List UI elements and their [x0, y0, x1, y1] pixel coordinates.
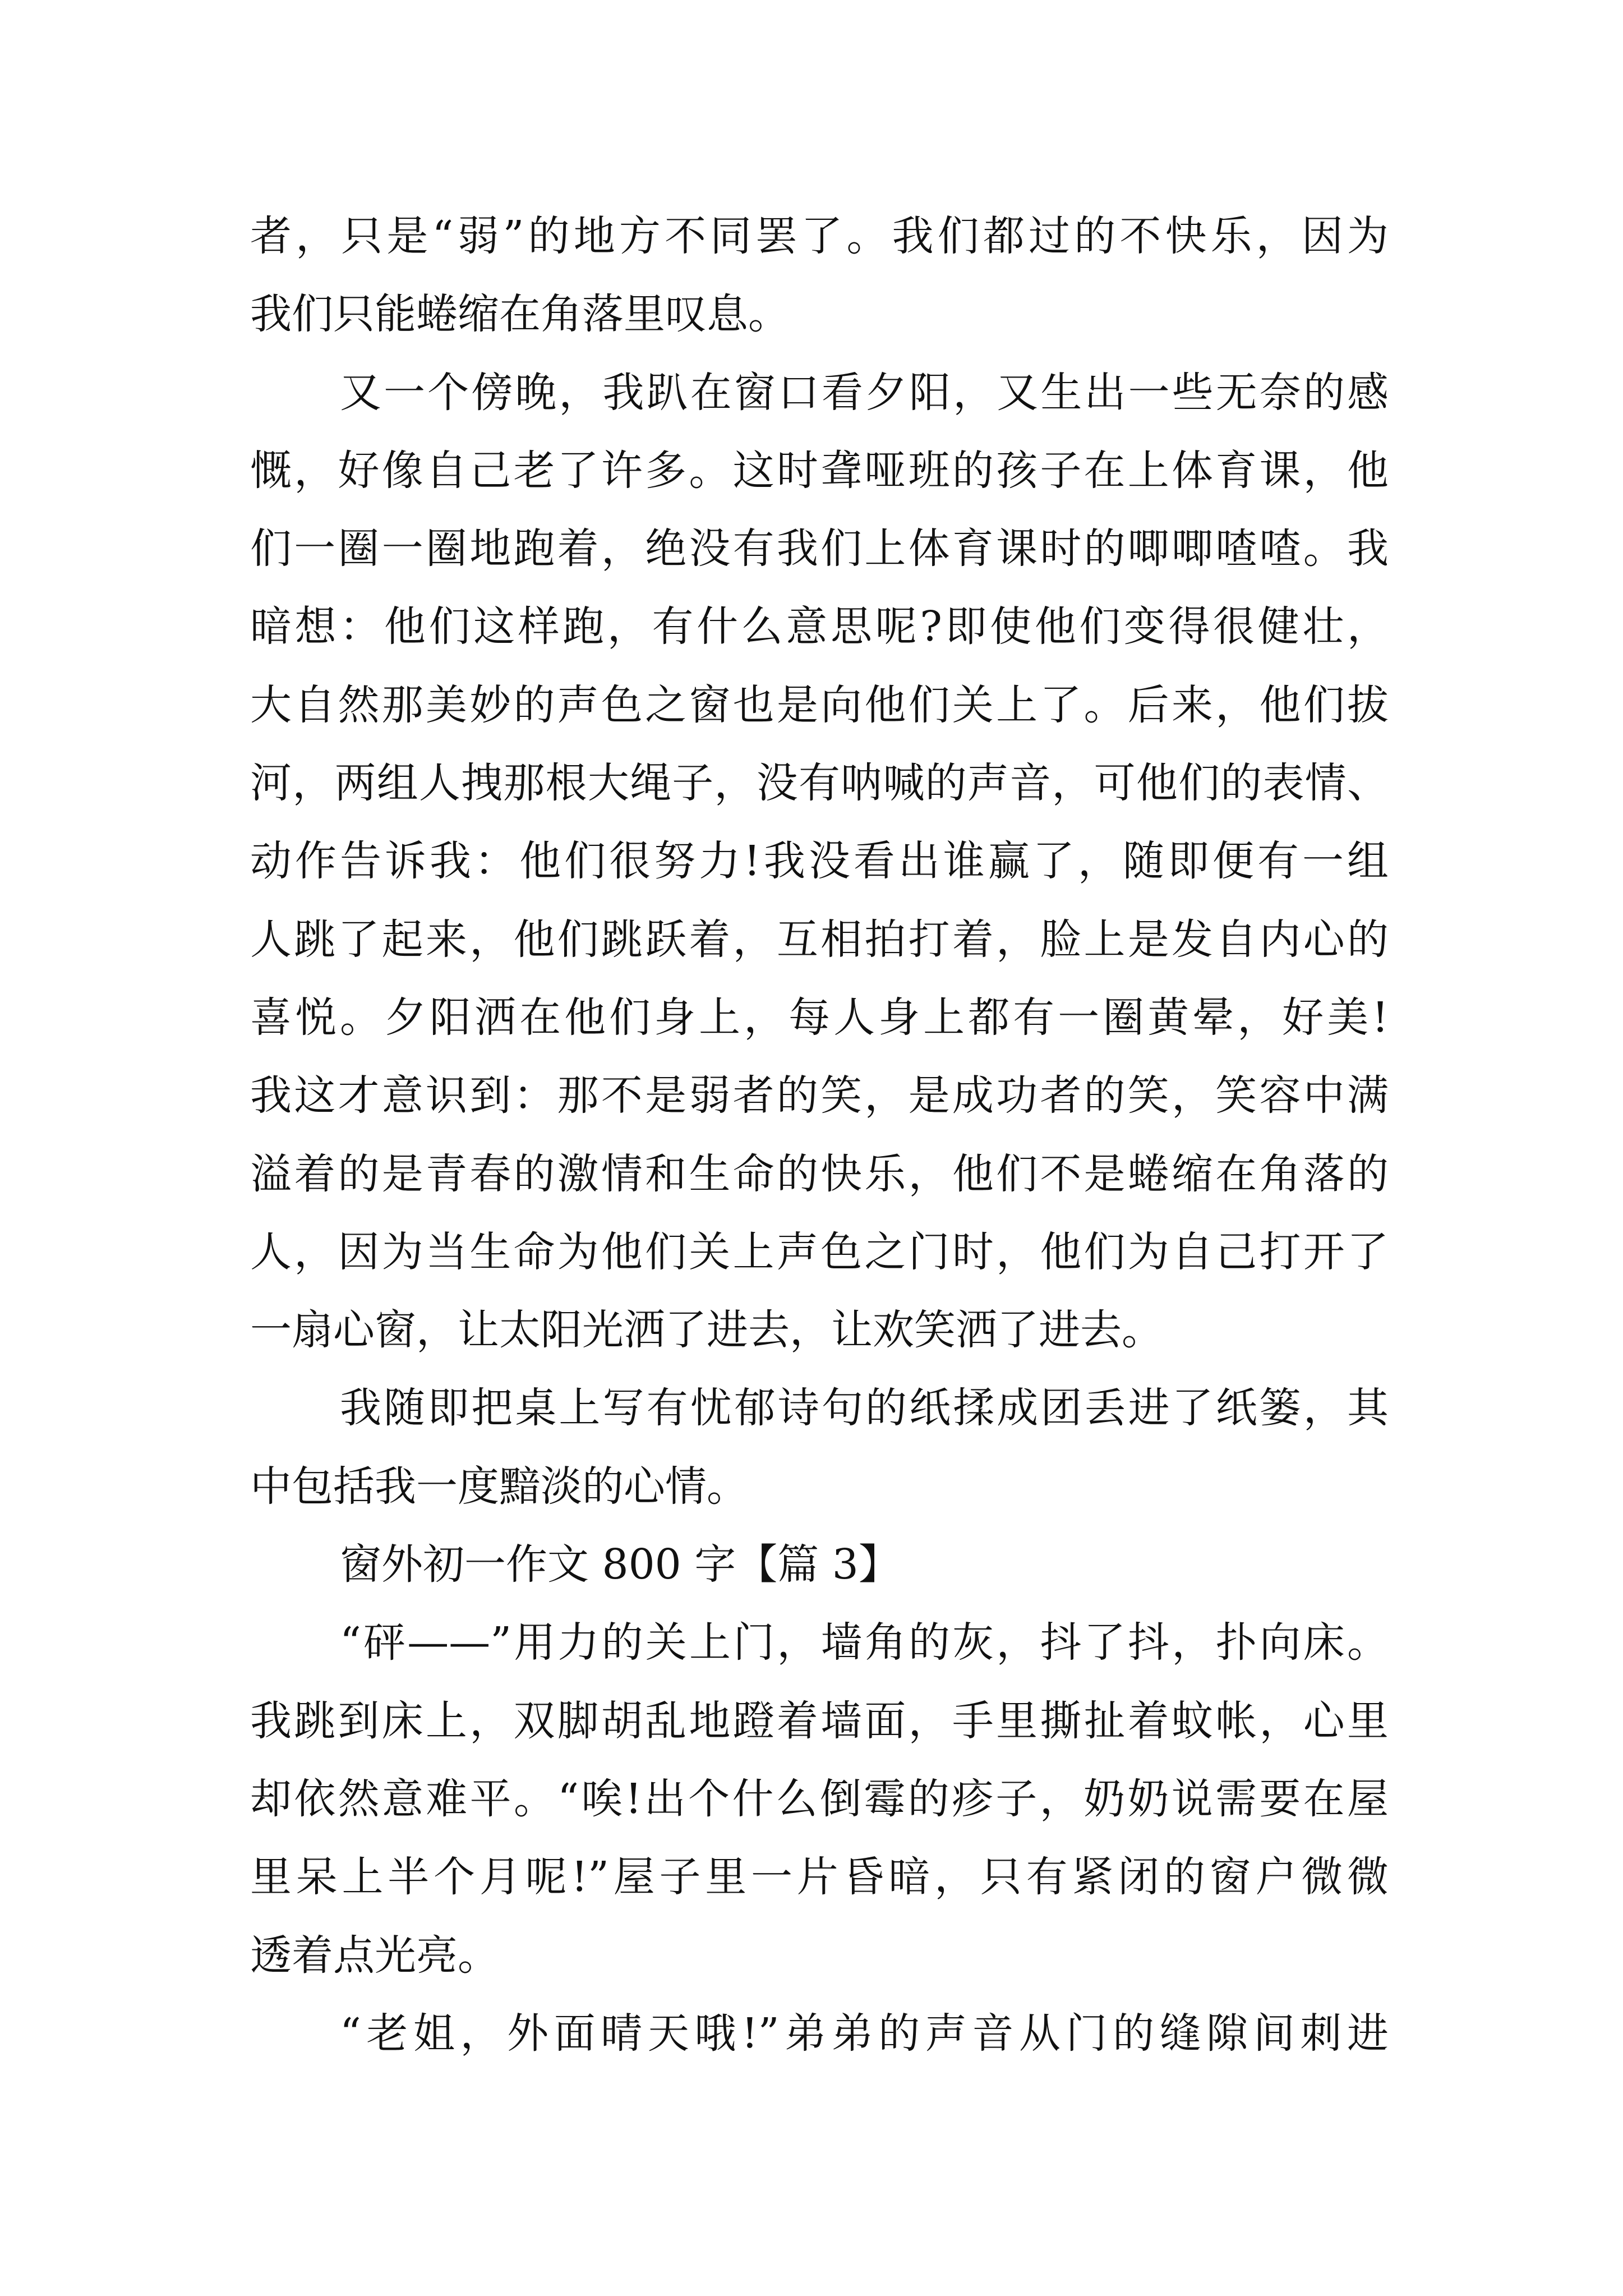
- text-line: 人跳了起来，他们跳跃着，互相拍打着，脸上是发自内心的: [250, 915, 1389, 964]
- text-line: 又一个傍晚，我趴在窗口看夕阳，又生出一些无奈的感: [340, 368, 1389, 417]
- text-line: 溢着的是青春的激情和生命的快乐，他们不是蜷缩在角落的: [250, 1149, 1389, 1198]
- text-line: 们一圈一圈地跑着，绝没有我们上体育课时的唧唧喳喳。我: [250, 524, 1389, 573]
- text-line: 透着点光亮。: [250, 1931, 499, 1980]
- text-line: “砰——”用力的关上门，墙角的灰，抖了抖，扑向床。: [340, 1618, 1389, 1667]
- text-line: 喜悦。夕阳洒在他们身上，每人身上都有一圈黄晕，好美!: [250, 993, 1389, 1042]
- text-line: 动作告诉我：他们很努力!我没看出谁赢了，随即便有一组: [250, 837, 1389, 886]
- text-line: 我跳到床上，双脚胡乱地蹬着墙面，手里撕扯着蚊帐，心里: [250, 1696, 1389, 1745]
- text-line: 我这才意识到：那不是弱者的笑，是成功者的笑，笑容中满: [250, 1071, 1389, 1120]
- text-line: 慨，好像自己老了许多。这时聋哑班的孩子在上体育课，他: [250, 446, 1389, 495]
- text-line: 中包括我一度黯淡的心情。: [250, 1462, 748, 1511]
- text-line: 暗想：他们这样跑，有什么意思呢?即使他们变得很健壮，: [250, 602, 1389, 651]
- text-line: 里呆上半个月呢!”屋子里一片昏暗，只有紧闭的窗户微微: [250, 1853, 1389, 1902]
- text-line: 者，只是“弱”的地方不同罢了。我们都过的不快乐，因为: [250, 212, 1389, 260]
- section-heading: 窗外初一作文 800 字【篇 3】: [340, 1540, 900, 1589]
- text-line: 却依然意难平。“唉!出个什么倒霉的疹子，奶奶说需要在屋: [250, 1774, 1389, 1823]
- text-line: 一扇心窗，让太阳光洒了进去，让欢笑洒了进去。: [250, 1306, 1163, 1355]
- text-line: 我们只能蜷缩在角落里叹息。: [250, 290, 790, 339]
- text-line: “老姐，外面晴天哦!”弟弟的声音从门的缝隙间刺进: [340, 2009, 1389, 2058]
- text-line: 河，两组人拽那根大绳子，没有呐喊的声音，可他们的表情、: [250, 759, 1389, 808]
- document-body: [250, 197, 1389, 2073]
- text-line: 大自然那美妙的声色之窗也是向他们关上了。后来，他们拔: [250, 680, 1389, 729]
- text-line: 人，因为当生命为他们关上声色之门时，他们为自己打开了: [250, 1227, 1389, 1276]
- text-line: 我随即把桌上写有忧郁诗句的纸揉成团丢进了纸篓，其: [340, 1384, 1389, 1433]
